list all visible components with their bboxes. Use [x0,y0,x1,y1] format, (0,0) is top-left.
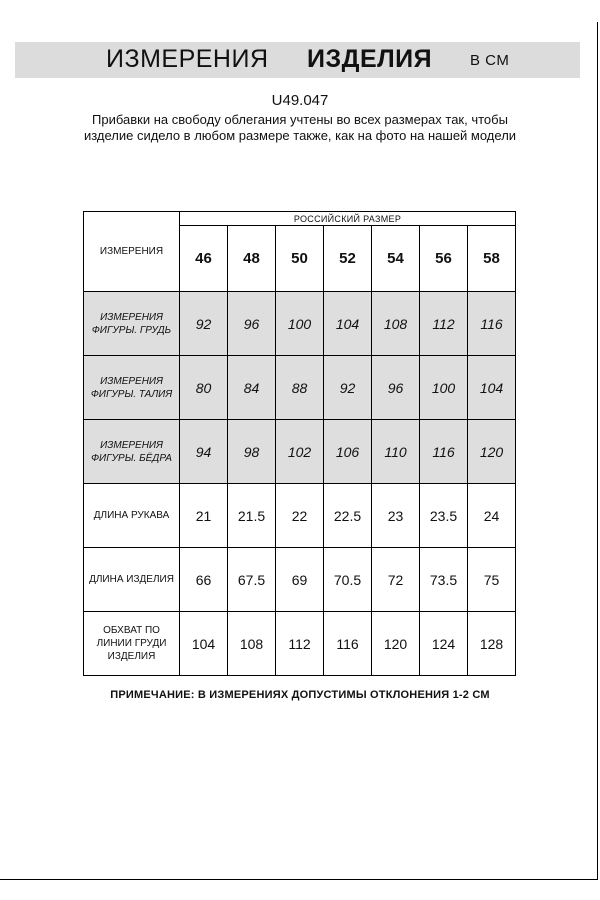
size-header: 46 [180,226,228,292]
table-cell: 106 [324,420,372,484]
table-cell: 104 [180,612,228,676]
size-header: 48 [228,226,276,292]
table-cell: 21.5 [228,484,276,548]
table-cell: 22 [276,484,324,548]
size-header: 52 [324,226,372,292]
table-cell: 84 [228,356,276,420]
table-cell: 23 [372,484,420,548]
table-cell: 80 [180,356,228,420]
table-cell: 120 [372,612,420,676]
table-cell: 120 [468,420,516,484]
table-cell: 108 [372,292,420,356]
size-header: 50 [276,226,324,292]
table-cell: 100 [276,292,324,356]
table-cell: 75 [468,548,516,612]
table-row [84,292,516,356]
table-cell: 124 [420,612,468,676]
table-cell: 72 [372,548,420,612]
table-cell: 112 [276,612,324,676]
title-unit: В СМ [470,52,510,69]
table-cell: 94 [180,420,228,484]
table-cell: 66 [180,548,228,612]
table-cell: 92 [324,356,372,420]
table-row [84,356,516,420]
row-label: ИЗМЕРЕНИЯ ФИГУРЫ. БЁДРА [84,420,180,484]
note-text: ПРИМЕЧАНИЕ: В ИЗМЕРЕНИЯХ ДОПУСТИМЫ ОТКЛОНЕНИЯ 1-2 СМ [110,689,490,701]
table-row [84,548,516,612]
size-header: 56 [420,226,468,292]
table-cell: 70.5 [324,548,372,612]
table-cell: 102 [276,420,324,484]
table-row [84,484,516,548]
table-cell: 110 [372,420,420,484]
table-cell: 24 [468,484,516,548]
table-cell: 69 [276,548,324,612]
table-cell: 23.5 [420,484,468,548]
row-label: ДЛИНА ИЗДЕЛИЯ [84,548,180,612]
table-cell: 104 [468,356,516,420]
table-row [84,420,516,484]
table-cell: 67.5 [228,548,276,612]
table-cell: 98 [228,420,276,484]
title-measurements: ИЗМЕРЕНИЯ [106,45,269,73]
table-cell: 21 [180,484,228,548]
size-group-header: РОССИЙСКИЙ РАЗМЕР [180,212,516,226]
table-cell: 116 [420,420,468,484]
table-cell: 100 [420,356,468,420]
size-table [83,211,516,676]
table-cell: 108 [228,612,276,676]
table-cell: 22.5 [324,484,372,548]
table-cell: 88 [276,356,324,420]
table-cell: 96 [372,356,420,420]
intro-text: Прибавки на свободу облегания учтены во всех размерах так, чтобы изделие сидело в любом размере также, как на фото на нашей модели [83,112,517,143]
size-header: 54 [372,226,420,292]
table-cell: 104 [324,292,372,356]
table-cell: 128 [468,612,516,676]
corner-label: ИЗМЕРЕНИЯ [84,212,180,292]
table-cell: 92 [180,292,228,356]
table-cell: 116 [324,612,372,676]
table-cell: 73.5 [420,548,468,612]
table-cell: 96 [228,292,276,356]
title-product: ИЗДЕЛИЯ [307,45,433,73]
table-row [84,612,516,676]
row-label: ИЗМЕРЕНИЯ ФИГУРЫ. ТАЛИЯ [84,356,180,420]
row-label: ОБХВАТ ПО ЛИНИИ ГРУДИ ИЗДЕЛИЯ [84,612,180,676]
article-number: U49.047 [271,92,329,109]
table-cell: 112 [420,292,468,356]
table-cell: 116 [468,292,516,356]
row-label: ИЗМЕРЕНИЯ ФИГУРЫ. ГРУДЬ [84,292,180,356]
size-header: 58 [468,226,516,292]
row-label: ДЛИНА РУКАВА [84,484,180,548]
